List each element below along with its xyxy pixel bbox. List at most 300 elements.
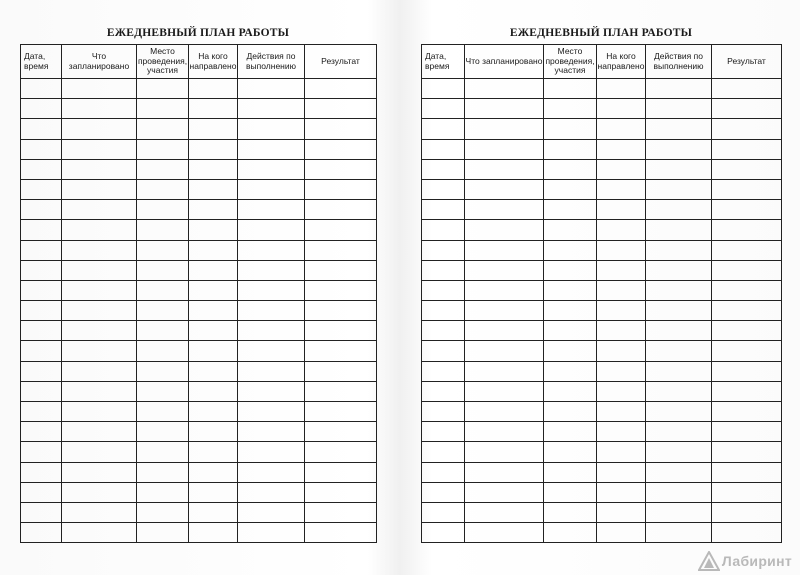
table-cell (21, 240, 62, 260)
table-cell (137, 482, 189, 502)
table-cell (189, 280, 238, 300)
table-cell (646, 179, 712, 199)
table-cell (305, 523, 377, 543)
table-cell (597, 119, 646, 139)
table-cell (422, 280, 465, 300)
watermark (698, 551, 792, 571)
table-cell (238, 422, 305, 442)
column-header-target: На кого направлено (597, 45, 646, 79)
table-cell (646, 220, 712, 240)
table-cell (62, 79, 137, 99)
table-cell (62, 321, 137, 341)
table-cell (646, 79, 712, 99)
table-cell (646, 280, 712, 300)
table-cell (422, 179, 465, 199)
table-cell (238, 442, 305, 462)
table-cell (465, 79, 544, 99)
table-cell (712, 422, 782, 442)
table-cell (544, 260, 597, 280)
table-cell (544, 139, 597, 159)
table-cell (238, 179, 305, 199)
table-cell (62, 341, 137, 361)
table-cell (137, 220, 189, 240)
table-cell (305, 321, 377, 341)
table-cell (597, 502, 646, 522)
table-cell (21, 502, 62, 522)
table-cell (544, 79, 597, 99)
table-cell (62, 179, 137, 199)
table-cell (544, 240, 597, 260)
table-row (21, 321, 377, 341)
table-cell (597, 179, 646, 199)
table-cell (62, 159, 137, 179)
table-cell (137, 341, 189, 361)
table-cell (62, 422, 137, 442)
table-row (422, 119, 782, 139)
table-cell (465, 523, 544, 543)
table-cell (465, 502, 544, 522)
table-cell (137, 422, 189, 442)
table-cell (422, 442, 465, 462)
table-row (422, 402, 782, 422)
table-cell (21, 99, 62, 119)
table-cell (189, 200, 238, 220)
table-cell (137, 523, 189, 543)
table-cell (189, 99, 238, 119)
table-cell (712, 462, 782, 482)
table-cell (544, 482, 597, 502)
table-cell (544, 341, 597, 361)
table-cell (422, 361, 465, 381)
table-cell (137, 79, 189, 99)
table-cell (62, 200, 137, 220)
table-cell (189, 179, 238, 199)
table-cell (238, 119, 305, 139)
table-row (21, 301, 377, 321)
table-row (21, 179, 377, 199)
table-cell (238, 79, 305, 99)
table-cell (238, 280, 305, 300)
column-header-place: Место проведения, участия (137, 45, 189, 79)
table-cell (646, 442, 712, 462)
table-cell (238, 260, 305, 280)
table-cell (422, 502, 465, 522)
table-cell (305, 260, 377, 280)
column-header-place: Место проведения, участия (544, 45, 597, 79)
table-cell (238, 482, 305, 502)
table-cell (597, 139, 646, 159)
table-body (21, 79, 377, 543)
table-row (422, 301, 782, 321)
table-cell (712, 200, 782, 220)
table-row (21, 523, 377, 543)
table-row (21, 280, 377, 300)
column-header-actions: Действия по выполнению (646, 45, 712, 79)
table-cell (137, 442, 189, 462)
table-cell (544, 462, 597, 482)
table-cell (544, 119, 597, 139)
table-cell (21, 361, 62, 381)
table-row (21, 260, 377, 280)
table-cell (189, 301, 238, 321)
table-row (21, 200, 377, 220)
table-row (422, 99, 782, 119)
table-cell (21, 260, 62, 280)
table-row (21, 139, 377, 159)
table-cell (21, 200, 62, 220)
table-cell (597, 462, 646, 482)
column-header-date: Дата, время (422, 45, 465, 79)
table-cell (646, 482, 712, 502)
table-cell (465, 462, 544, 482)
table-cell (465, 482, 544, 502)
table-cell (189, 119, 238, 139)
table-cell (62, 139, 137, 159)
table-cell (422, 240, 465, 260)
table-cell (597, 361, 646, 381)
left-page (20, 22, 376, 543)
table-cell (305, 179, 377, 199)
table-body (422, 79, 782, 543)
table-cell (305, 381, 377, 401)
table-cell (238, 99, 305, 119)
table-cell (646, 462, 712, 482)
table-cell (646, 301, 712, 321)
column-header-result: Результат (305, 45, 377, 79)
table-cell (189, 502, 238, 522)
table-row (422, 79, 782, 99)
table-cell (465, 301, 544, 321)
table-cell (544, 159, 597, 179)
table-cell (21, 321, 62, 341)
table-cell (712, 119, 782, 139)
table-row (21, 361, 377, 381)
table-cell (137, 321, 189, 341)
table-cell (189, 79, 238, 99)
table-cell (422, 381, 465, 401)
table-row (422, 321, 782, 341)
table-cell (137, 361, 189, 381)
table-cell (646, 159, 712, 179)
table-cell (137, 159, 189, 179)
table-cell (21, 462, 62, 482)
table-cell (712, 280, 782, 300)
table-cell (305, 442, 377, 462)
table-row (422, 502, 782, 522)
table-cell (597, 79, 646, 99)
table-cell (422, 79, 465, 99)
page-title: ЕЖЕДНЕВНЫЙ ПЛАН РАБОТЫ (106, 27, 290, 39)
table-cell (305, 280, 377, 300)
table-cell (544, 502, 597, 522)
table-cell (189, 442, 238, 462)
table-cell (465, 402, 544, 422)
table-cell (305, 220, 377, 240)
table-cell (646, 260, 712, 280)
column-header-target: На кого направлено (189, 45, 238, 79)
table-row (21, 422, 377, 442)
page-title: ЕЖЕДНЕВНЫЙ ПЛАН РАБОТЫ (509, 27, 693, 39)
table-cell (137, 139, 189, 159)
table-row (21, 159, 377, 179)
table-cell (238, 462, 305, 482)
table-row (422, 381, 782, 401)
table-cell (21, 422, 62, 442)
table-cell (465, 159, 544, 179)
table-cell (597, 159, 646, 179)
table-cell (189, 240, 238, 260)
table-cell (305, 99, 377, 119)
table-cell (646, 139, 712, 159)
table-row (422, 159, 782, 179)
right-page (421, 22, 781, 543)
table-cell (137, 502, 189, 522)
table-cell (305, 482, 377, 502)
table-cell (597, 99, 646, 119)
table-row (21, 119, 377, 139)
table-cell (137, 260, 189, 280)
table-cell (422, 321, 465, 341)
table-cell (422, 341, 465, 361)
table-cell (422, 482, 465, 502)
table-cell (712, 179, 782, 199)
table-cell (646, 381, 712, 401)
table-cell (238, 341, 305, 361)
table-cell (646, 321, 712, 341)
table-cell (305, 341, 377, 361)
column-header-actions: Действия по выполнению (238, 45, 305, 79)
table-cell (21, 402, 62, 422)
table-cell (305, 79, 377, 99)
table-cell (544, 280, 597, 300)
table-cell (465, 361, 544, 381)
table-cell (712, 341, 782, 361)
table-cell (597, 442, 646, 462)
table-cell (646, 99, 712, 119)
table-row (21, 502, 377, 522)
table-cell (712, 301, 782, 321)
table-cell (62, 99, 137, 119)
table-cell (544, 220, 597, 240)
table-row (422, 220, 782, 240)
table-cell (712, 482, 782, 502)
table-cell (137, 240, 189, 260)
table-cell (137, 402, 189, 422)
table-cell (422, 523, 465, 543)
table-cell (21, 301, 62, 321)
table-cell (465, 179, 544, 199)
header-row (21, 45, 377, 79)
table-cell (137, 381, 189, 401)
plan-table (421, 44, 782, 543)
table-cell (712, 99, 782, 119)
table-cell (238, 502, 305, 522)
header-row (422, 45, 782, 79)
table-row (21, 482, 377, 502)
table-cell (597, 260, 646, 280)
table-cell (305, 139, 377, 159)
table-row (21, 79, 377, 99)
table-row (21, 442, 377, 462)
table-cell (646, 361, 712, 381)
table-cell (422, 139, 465, 159)
table-cell (21, 79, 62, 99)
table-cell (465, 280, 544, 300)
table-cell (21, 442, 62, 462)
table-cell (422, 301, 465, 321)
table-cell (137, 119, 189, 139)
table-cell (422, 159, 465, 179)
table-cell (597, 523, 646, 543)
table-cell (62, 301, 137, 321)
table-row (21, 341, 377, 361)
table-row (21, 220, 377, 240)
table-cell (137, 99, 189, 119)
table-row (21, 462, 377, 482)
table-cell (544, 361, 597, 381)
table-cell (189, 139, 238, 159)
table-cell (62, 482, 137, 502)
table-cell (62, 462, 137, 482)
table-cell (189, 422, 238, 442)
table-row (422, 240, 782, 260)
table-row (422, 260, 782, 280)
table-cell (189, 523, 238, 543)
table-row (21, 402, 377, 422)
table-cell (21, 381, 62, 401)
table-cell (597, 301, 646, 321)
table-cell (189, 260, 238, 280)
table-cell (62, 119, 137, 139)
table-row (422, 523, 782, 543)
table-cell (712, 260, 782, 280)
table-cell (597, 321, 646, 341)
table-cell (597, 220, 646, 240)
table-cell (305, 502, 377, 522)
table-cell (21, 220, 62, 240)
table-cell (422, 220, 465, 240)
table-cell (21, 179, 62, 199)
table-cell (189, 482, 238, 502)
table-cell (137, 179, 189, 199)
table-cell (305, 361, 377, 381)
table-row (422, 482, 782, 502)
table-cell (305, 240, 377, 260)
table-cell (305, 119, 377, 139)
table-cell (238, 200, 305, 220)
table-cell (305, 462, 377, 482)
table-cell (465, 119, 544, 139)
table-cell (465, 381, 544, 401)
table-cell (712, 220, 782, 240)
table-cell (189, 159, 238, 179)
table-cell (544, 200, 597, 220)
table-row (422, 341, 782, 361)
table-cell (646, 402, 712, 422)
table-cell (62, 260, 137, 280)
table-cell (544, 99, 597, 119)
table-cell (544, 321, 597, 341)
table-cell (646, 200, 712, 220)
table-cell (21, 482, 62, 502)
table-cell (305, 159, 377, 179)
table-cell (62, 442, 137, 462)
table-cell (422, 422, 465, 442)
table-cell (62, 523, 137, 543)
table-cell (544, 301, 597, 321)
column-header-planned: Что запланировано (465, 45, 544, 79)
table-cell (422, 402, 465, 422)
table-cell (62, 280, 137, 300)
table-cell (646, 341, 712, 361)
table-cell (465, 240, 544, 260)
table-cell (712, 159, 782, 179)
table-cell (62, 361, 137, 381)
table-row (21, 381, 377, 401)
table-cell (189, 361, 238, 381)
table-row (21, 99, 377, 119)
table-cell (712, 79, 782, 99)
table-cell (189, 220, 238, 240)
table-cell (62, 502, 137, 522)
table-cell (597, 280, 646, 300)
table-cell (137, 462, 189, 482)
table-cell (646, 523, 712, 543)
table-cell (189, 341, 238, 361)
table-cell (305, 301, 377, 321)
table-cell (238, 220, 305, 240)
table-cell (712, 402, 782, 422)
table-cell (422, 200, 465, 220)
table-cell (544, 402, 597, 422)
table-cell (544, 381, 597, 401)
table-cell (465, 321, 544, 341)
table-cell (712, 381, 782, 401)
table-cell (305, 402, 377, 422)
column-header-date: Дата, время (21, 45, 62, 79)
table-cell (465, 341, 544, 361)
table-cell (646, 119, 712, 139)
table-row (422, 422, 782, 442)
table-cell (21, 523, 62, 543)
table-cell (646, 240, 712, 260)
table-row (422, 179, 782, 199)
table-cell (238, 301, 305, 321)
table-cell (238, 381, 305, 401)
table-cell (238, 402, 305, 422)
labyrinth-logo-icon (698, 551, 720, 571)
table-cell (465, 99, 544, 119)
table-cell (544, 523, 597, 543)
table-cell (422, 462, 465, 482)
table-cell (305, 422, 377, 442)
table-cell (646, 422, 712, 442)
table-cell (21, 280, 62, 300)
table-cell (62, 240, 137, 260)
table-cell (597, 341, 646, 361)
table-row (422, 462, 782, 482)
table-cell (137, 280, 189, 300)
table-cell (422, 260, 465, 280)
table-cell (544, 179, 597, 199)
table-row (422, 280, 782, 300)
table-cell (189, 462, 238, 482)
table-cell (465, 200, 544, 220)
table-row (422, 361, 782, 381)
table-cell (465, 220, 544, 240)
table-cell (21, 341, 62, 361)
table-cell (62, 402, 137, 422)
